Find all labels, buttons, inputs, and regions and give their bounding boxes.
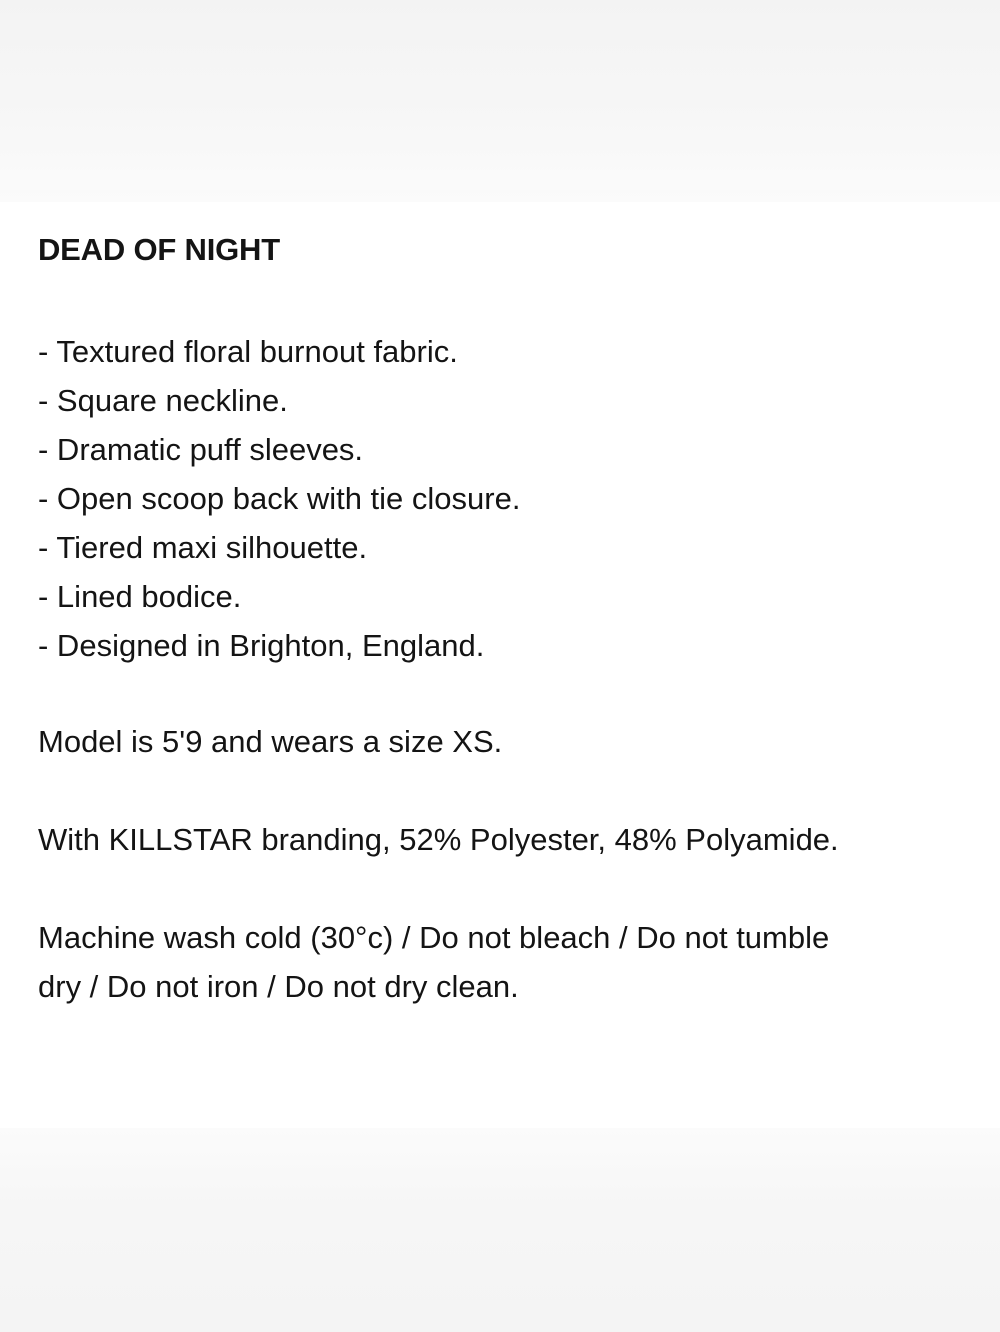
composition-info: With KILLSTAR branding, 52% Polyester, 48% Polyamide.	[38, 822, 839, 857]
product-description	[0, 202, 1000, 1128]
care-instructions	[38, 913, 829, 1011]
care-line: Machine wash cold (30°c) / Do not bleach / Do not tumble	[38, 920, 830, 955]
feature-item: - Lined bodice.	[38, 579, 242, 614]
feature-item: - Square neckline.	[38, 383, 288, 418]
feature-list	[38, 327, 520, 670]
feature-item: - Tiered maxi silhouette.	[38, 530, 368, 565]
feature-item: - Open scoop back with tie closure.	[38, 481, 521, 516]
care-line: dry / Do not iron / Do not dry clean.	[38, 969, 519, 1004]
feature-item: - Dramatic puff sleeves.	[38, 432, 364, 467]
product-title: DEAD OF NIGHT	[38, 232, 280, 267]
top-image-band	[0, 0, 1000, 202]
model-size-info: Model is 5'9 and wears a size XS.	[38, 724, 503, 759]
feature-item: - Designed in Brighton, England.	[38, 628, 485, 663]
bottom-image-band	[0, 1128, 1000, 1332]
feature-item: - Textured floral burnout fabric.	[38, 334, 458, 369]
